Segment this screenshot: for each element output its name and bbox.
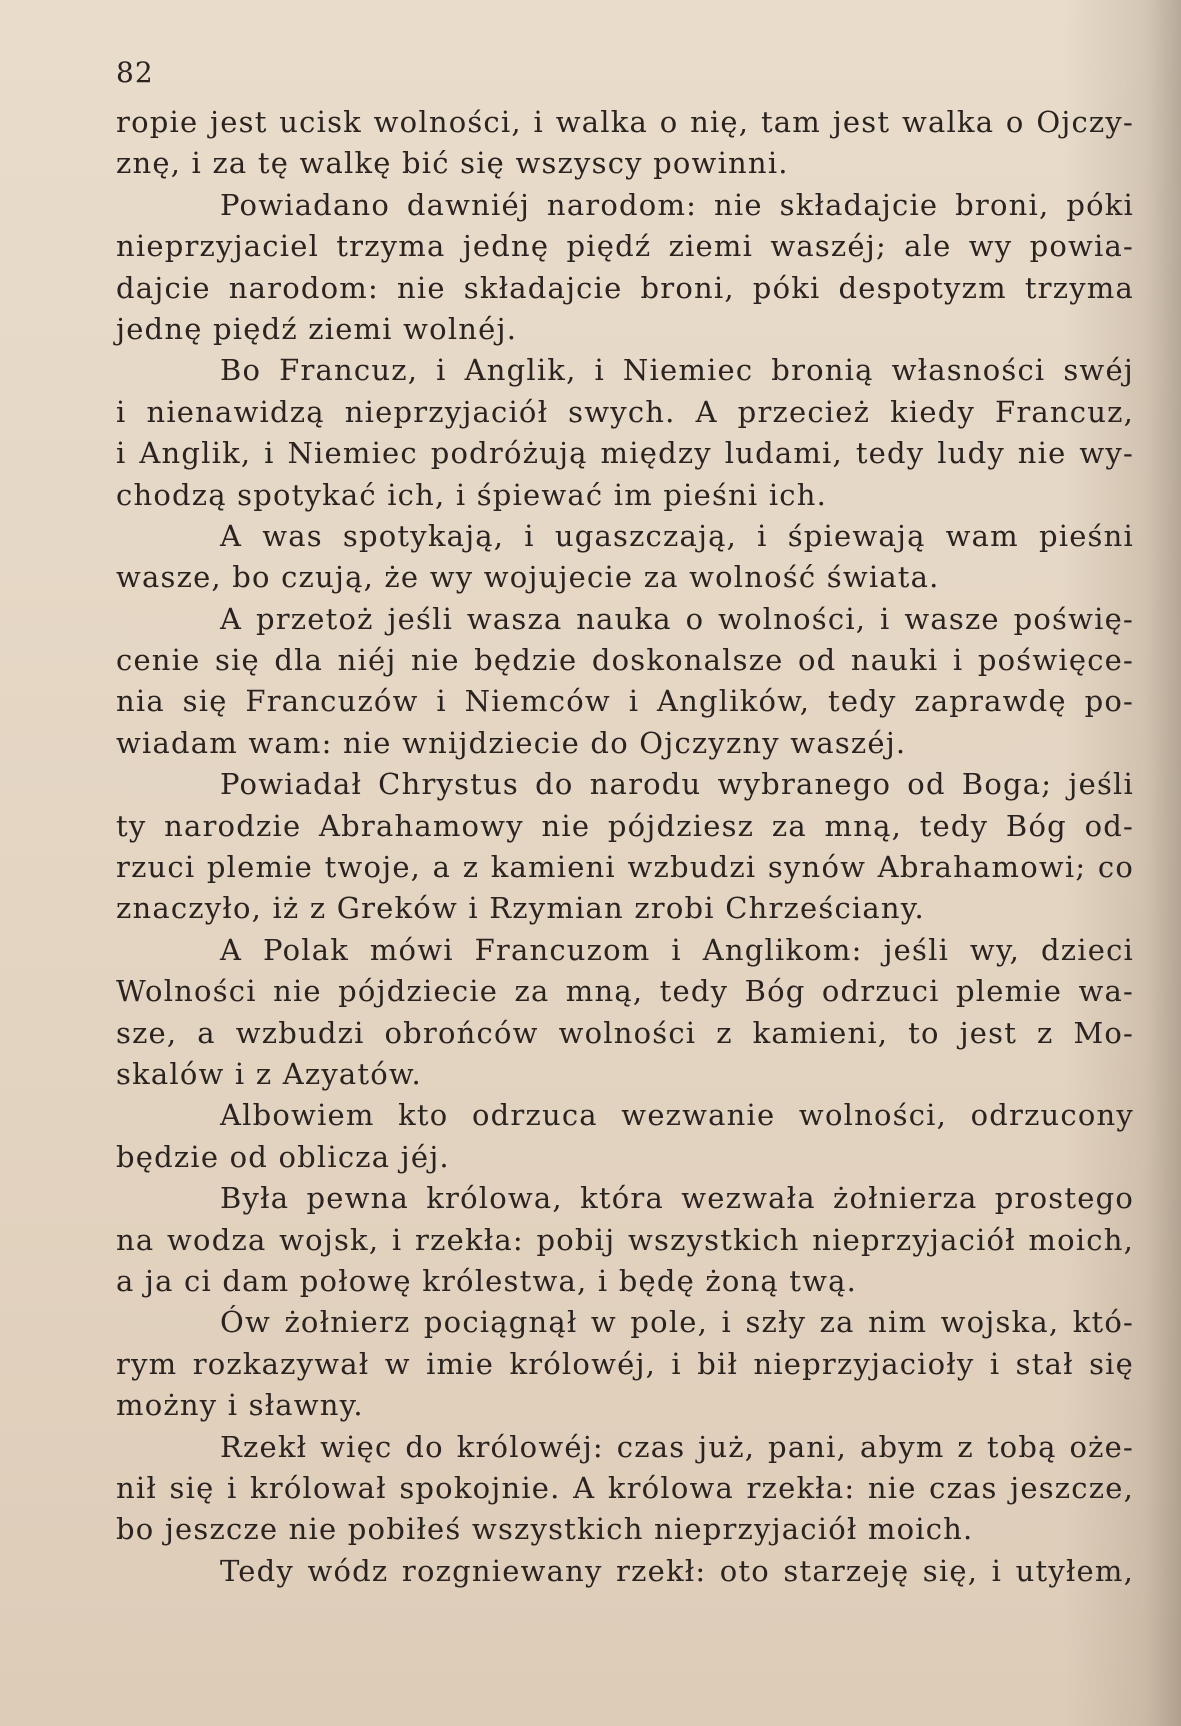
text-line: chodzą spotykać ich, i śpiewać im pieśni ich.	[116, 477, 828, 512]
text-line: a ja ci dam połowę królestwa, i będę żoną twą.	[116, 1263, 858, 1298]
text-line: Była pewna królowa, która wezwała żołnierza prostego	[220, 1181, 1134, 1216]
text-line: jednę piędź ziemi wolnéj.	[116, 311, 518, 346]
text-line: Ów żołnierz pociągnął w pole, i szły za nim wojska, któ-	[220, 1305, 1134, 1340]
text-line: wasze, bo czują, że wy wojujecie za wolność świata.	[116, 560, 940, 595]
text-line: będzie od oblicza jéj.	[116, 1139, 450, 1174]
text-line: nia się Francuzów i Niemców i Anglików, tedy zaprawdę po-	[116, 684, 1134, 719]
text-line: nił się i królował spokojnie. A królowa rzekła: nie czas jeszcze,	[116, 1470, 1134, 1505]
text-line: dajcie narodom: nie składajcie broni, póki despotyzm trzyma	[116, 270, 1134, 305]
text-line: ropie jest ucisk wolności, i walka o nię, tam jest walka o Ojczy-	[116, 105, 1134, 139]
text-line: wiadam wam: nie wnijdziecie do Ojczyzny waszéj.	[116, 725, 907, 760]
text-line: Powiadał Chrystus do narodu wybranego od Boga; jeśli	[220, 767, 1134, 802]
text-line: A Polak mówi Francuzom i Anglikom: jeśli wy, dzieci	[220, 932, 1134, 967]
page-number: 82	[116, 56, 154, 89]
text-line: sze, a wzbudzi obrońców wolności z kamieni, to jest z Mo-	[116, 1015, 1134, 1050]
text-line: na wodza wojsk, i rzekła: pobij wszystkich nieprzyjaciół moich,	[116, 1222, 1134, 1257]
text-line: znaczyło, iż z Greków i Rzymian zrobi Chrześciany.	[116, 891, 925, 926]
text-line: skalów i z Azyatów.	[116, 1056, 422, 1091]
body-text	[116, 102, 1134, 1592]
text-line: A was spotykają, i ugaszczają, i śpiewają wam pieśni	[220, 518, 1134, 553]
text-line: i Anglik, i Niemiec podróżują między ludami, tedy ludy nie wy-	[116, 436, 1134, 471]
text-line: Rzekł więc do królowéj: czas już, pani, abym z tobą oże-	[220, 1429, 1134, 1464]
text-line: Bo Francuz, i Anglik, i Niemiec bronią własności swéj	[220, 353, 1134, 388]
text-line: nieprzyjaciel trzyma jednę piędź ziemi waszéj; ale wy powia-	[116, 229, 1134, 264]
text-line: rzuci plemie twoje, a z kamieni wzbudzi synów Abrahamowi; co	[116, 850, 1134, 885]
text-line: ty narodzie Abrahamowy nie pójdziesz za mną, tedy Bóg od-	[116, 808, 1134, 843]
text-line: Albowiem kto odrzuca wezwanie wolności, odrzucony	[220, 1098, 1134, 1133]
text-line: bo jeszcze nie pobiłeś wszystkich nieprzyjaciół moich.	[116, 1512, 974, 1547]
text-line: i nienawidzą nieprzyjaciół swych. A przecież kiedy Francuz,	[116, 394, 1134, 429]
text-line: Tedy wódz rozgniewany rzekł: oto starzeję się, i utyłem,	[220, 1553, 1134, 1588]
text-line: Wolności nie pójdziecie za mną, tedy Bóg odrzuci plemie wa-	[116, 974, 1134, 1009]
text-line: rym rozkazywał w imie królowéj, i bił nieprzyjacioły i stał się	[116, 1346, 1134, 1381]
text-line: możny i sławny.	[116, 1388, 364, 1423]
text-line: Powiadano dawniéj narodom: nie składajcie broni, póki	[220, 187, 1134, 222]
text-line: cenie się dla niéj nie będzie doskonalsze od nauki i poświęce-	[116, 643, 1134, 678]
text-line: znę, i za tę walkę bić się wszyscy powinni.	[116, 146, 789, 181]
text-line: A przetoż jeśli wasza nauka o wolności, i wasze poświę-	[220, 601, 1134, 636]
